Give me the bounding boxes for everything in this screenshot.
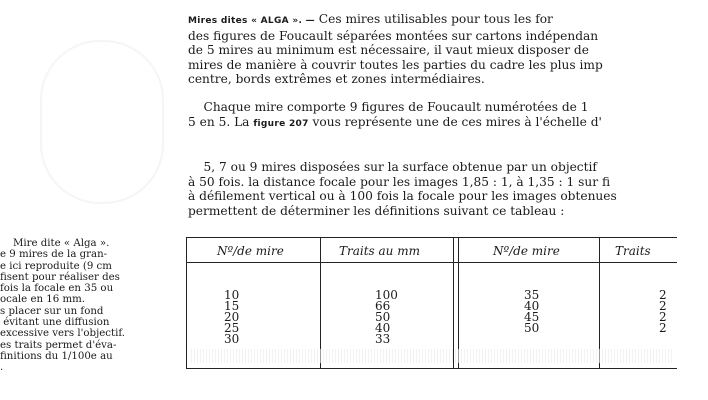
table-column-traits-2: 2 2 2 2 [659,288,667,336]
table-hatched-band [191,349,673,363]
paragraph-mires-surface: 5, 7 ou 9 mires disposées sur la surface obtenue par un objectif à 50 fois. la distance focale pour les images 1,85 : 1, à 1,35 : 1 sur fi à défilement vertical ou à 100 fois la focale pour les images obtenues permettent de déterminer les définitions suivant ce tableau : [188,160,617,218]
paragraph-lead: Mires dites « ALGA ». — [188,16,315,26]
paragraph2-text-b: vous représente une de ces mires à l'échelle d' [308,114,602,129]
figure-side-caption: Mire dite « Alga ». e 9 mires de la gran- e ici reproduite (9 cm fisent pour réaliser des fois la focale en 35 ou ocale en 16 mm. s placer sur un fond évitant une diffusion excessive vers l'objectif. es traits permet d'éva- finitions du 1/100e au . [0,238,125,374]
table-column-traits-1: 100 66 50 40 33 [375,288,398,347]
table-column-mire-numbers-2: 35 40 45 50 [524,288,540,336]
definitions-table [186,237,677,369]
paragraph-first-line-text: Ces mires utilisables pour tous les for [314,12,553,26]
table-header-rule [187,262,677,263]
table-header-traits-2: Traits [615,244,651,258]
paragraph-body-text: des figures de Foucault séparées montées sur cartons indépendan de 5 mires au minimum est nécessaire, il vaut mieux disposer de mires de manière à couvrir toutes les parties du cadre les plus imp centre, bords extrêmes et zones intermédiaires. [188,28,603,87]
table-header-traits-1: Traits au mm [339,244,420,258]
table-header-mire-1: Nº/de mire [217,244,284,258]
paragraph2-text-a: Chaque mire comporte 9 figures de Foucault numérotées de 1 5 en 5. La [188,100,589,129]
paragraph-alga-intro [188,12,708,87]
faint-background-watermark [40,40,164,204]
paragraph-mire-figures [188,100,708,131]
table-header-mire-2: Nº/de mire [493,244,560,258]
table-column-mire-numbers-1: 10 15 20 25 30 [224,288,240,347]
figure-reference: figure 207 [253,118,309,129]
